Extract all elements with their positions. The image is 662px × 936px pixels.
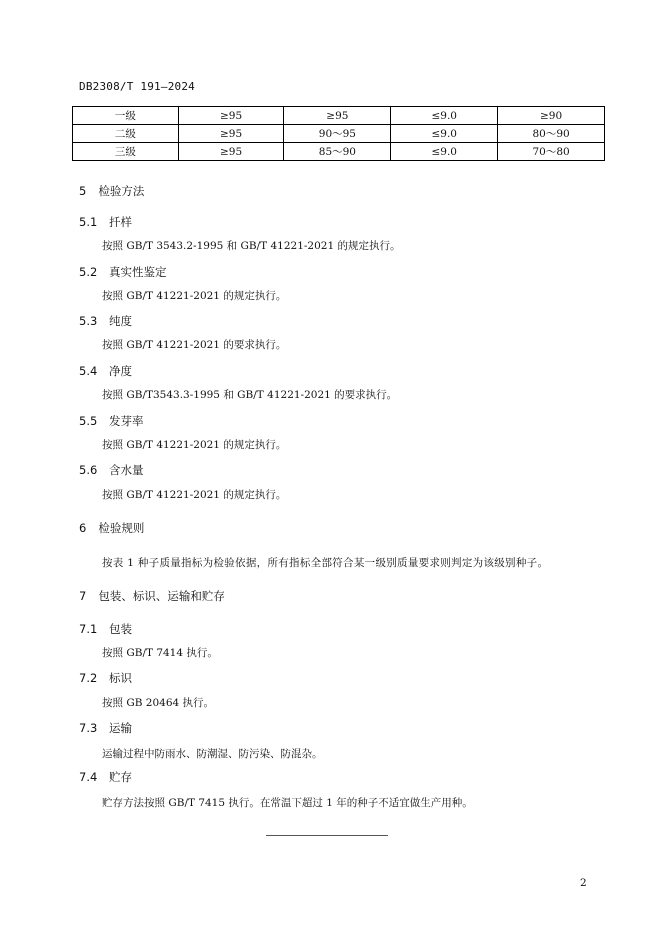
section-5-5-text: 按照 GB/T 41221-2021 的规定执行。 (102, 439, 287, 451)
grade-label-cell: 三级 (73, 143, 179, 161)
section-title: 标识 (109, 671, 132, 685)
table-cell: ≥95 (178, 125, 284, 143)
section-7-1-text: 按照 GB/T 7414 执行。 (102, 647, 218, 659)
section-title: 纯度 (109, 314, 132, 328)
section-number: 5.5 (79, 414, 98, 428)
section-number: 5.4 (79, 364, 98, 378)
section-5-2-heading (79, 264, 167, 280)
table-cell: 90～95 (284, 125, 391, 143)
section-6-text: 按表 1 种子质量指标为检验依据，所有指标全部符合某一级别质量要求则判定为该级别种子。 (102, 557, 549, 569)
section-number: 7.1 (79, 622, 98, 636)
table-row (73, 107, 605, 125)
section-5-4-text: 按照 GB/T3543.3-1995 和 GB/T 41221-2021 的要求执行。 (102, 389, 398, 401)
section-title: 检验规则 (98, 521, 145, 535)
section-number: 5 (79, 184, 87, 198)
section-title: 贮存 (109, 770, 132, 784)
table-cell: ≥95 (284, 107, 391, 125)
table-row (73, 125, 605, 143)
section-5-3-text: 按照 GB/T 41221-2021 的要求执行。 (102, 339, 287, 351)
section-5-3-heading (79, 313, 132, 329)
end-rule (266, 835, 388, 836)
table-cell: ≤9.0 (391, 143, 498, 161)
section-number: 6 (79, 521, 87, 535)
section-7-heading (79, 588, 225, 604)
section-6-heading (79, 520, 144, 536)
section-7-2-text: 按照 GB 20464 执行。 (102, 697, 215, 709)
grade-table (72, 106, 605, 161)
section-7-4-text: 贮存方法按照 GB/T 7415 执行。在常温下超过 1 年的种子不适宜做生产用种。 (102, 797, 473, 809)
section-title: 净度 (109, 364, 132, 378)
table-cell: ≤9.0 (391, 107, 498, 125)
table-row (73, 143, 605, 161)
section-number: 5.6 (79, 463, 98, 477)
section-5-1-heading (79, 214, 132, 230)
section-number: 5.1 (79, 215, 98, 229)
section-number: 5.3 (79, 314, 98, 328)
table-cell: ≥95 (178, 107, 284, 125)
section-title: 包装 (109, 622, 132, 636)
section-7-3-heading (79, 720, 132, 736)
section-5-4-heading (79, 363, 132, 379)
section-5-6-heading (79, 462, 144, 478)
table-cell: 70～80 (498, 143, 605, 161)
section-title: 检验方法 (98, 184, 145, 198)
section-7-2-heading (79, 670, 132, 686)
grade-label-cell: 一级 (73, 107, 179, 125)
section-number: 7 (79, 589, 87, 603)
section-number: 5.2 (79, 265, 98, 279)
grade-label-cell: 二级 (73, 125, 179, 143)
section-number: 7.2 (79, 671, 98, 685)
section-5-5-heading (79, 413, 144, 429)
section-title: 含水量 (109, 463, 144, 477)
section-title: 包装、标识、运输和贮存 (98, 589, 225, 603)
document-code: DB2308/T 191—2024 (79, 80, 195, 93)
page-number: 2 (580, 877, 587, 889)
section-7-3-text: 运输过程中防雨水、防潮湿、防污染、防混杂。 (102, 748, 323, 760)
section-5-heading (79, 183, 144, 199)
section-title: 真实性鉴定 (109, 265, 167, 279)
section-5-2-text: 按照 GB/T 41221-2021 的规定执行。 (102, 290, 287, 302)
section-title: 扦样 (109, 215, 132, 229)
table-cell: 85～90 (284, 143, 391, 161)
section-5-1-text: 按照 GB/T 3543.2-1995 和 GB/T 41221-2021 的规定执行。 (102, 240, 401, 252)
section-7-4-heading (79, 769, 132, 785)
section-title: 发芽率 (109, 414, 144, 428)
table-cell: ≥95 (178, 143, 284, 161)
section-title: 运输 (109, 721, 132, 735)
table-cell: 80～90 (498, 125, 605, 143)
table-cell: ≤9.0 (391, 125, 498, 143)
table-cell: ≥90 (498, 107, 605, 125)
section-number: 7.3 (79, 721, 98, 735)
section-5-6-text: 按照 GB/T 41221-2021 的规定执行。 (102, 489, 287, 501)
section-number: 7.4 (79, 770, 98, 784)
section-7-1-heading (79, 621, 132, 637)
